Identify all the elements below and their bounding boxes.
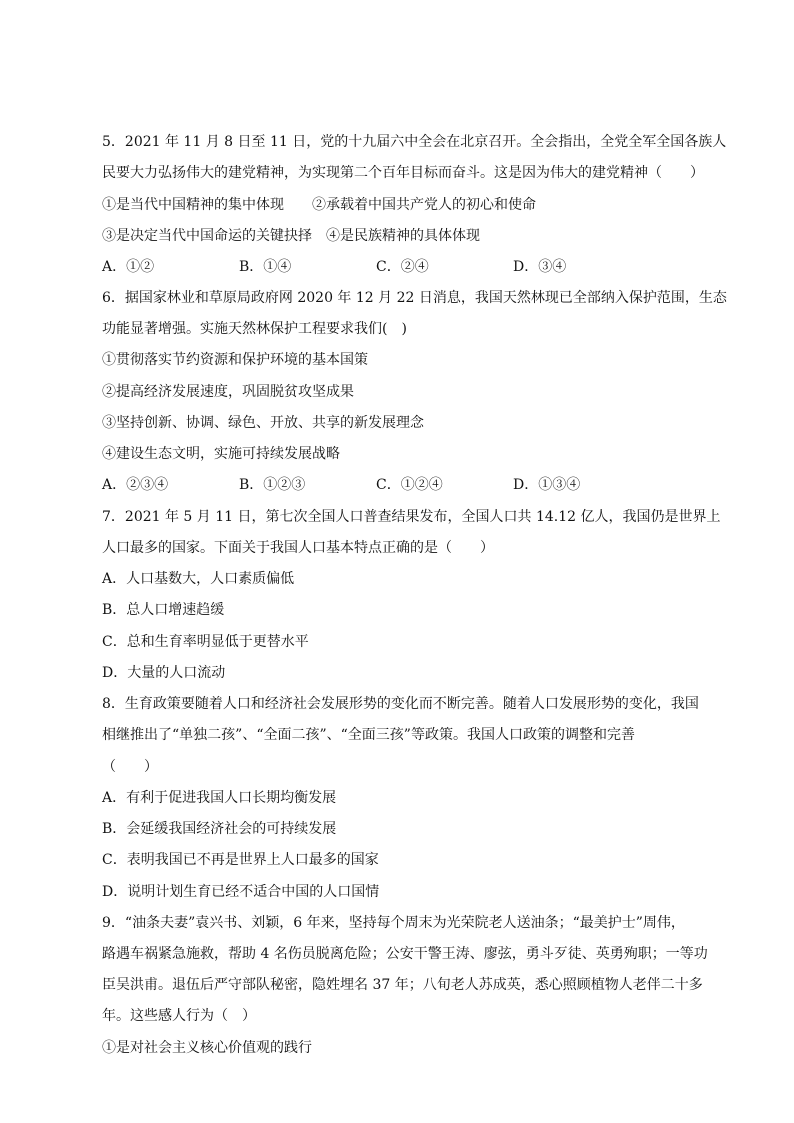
q7-option-a: A．人口基数大，人口素质偏低 bbox=[102, 571, 295, 587]
q9-line-1: 9．“油条夫妻”袁兴书、刘颖，6 年来，坚持每个周末为光荣院老人送油条；“最美护士”周伟， bbox=[102, 915, 685, 931]
q9-statement-1: ①是对社会主义核心价值观的践行 bbox=[102, 1040, 312, 1056]
q9-line-3: 臣吴洪甫。退伍后严守部队秘密，隐姓埋名 37 年；八旬老人苏成英，悉心照顾植物人老伴二十多 bbox=[102, 977, 703, 993]
q5-option-b: B．①④ bbox=[239, 259, 292, 275]
q5-statement-1-2: ①是当代中国精神的集中体现 ②承载着中国共产党人的初心和使命 bbox=[102, 197, 536, 213]
q6-statement-4: ④建设生态文明，实施可持续发展战略 bbox=[102, 446, 340, 462]
q6-line-1: 6．据国家林业和草原局政府网 2020 年 12 月 22 日消息，我国天然林现已全部纳入保护范围，生态 bbox=[102, 290, 727, 306]
q7-option-b: B．总人口增速趋缓 bbox=[102, 602, 225, 618]
q8-line-1: 8．生育政策要随着人口和经济社会发展形势的变化而不断完善。随着人口发展形势的变化，我国 bbox=[102, 696, 699, 712]
q8-option-c: C．表明我国已不再是世界上人口最多的国家 bbox=[102, 852, 379, 868]
q7-option-c: C．总和生育率明显低于更替水平 bbox=[102, 634, 309, 650]
q6-option-c: C．①②④ bbox=[376, 477, 443, 493]
q9-line-2: 路遇车祸紧急施救，帮助 4 名伤员脱离危险；公安干警王涛、廖弦，勇斗歹徒、英勇殉职；一等功 bbox=[102, 946, 708, 962]
q5-option-d: D．③④ bbox=[513, 259, 567, 275]
q8-option-a: A．有利于促进我国人口长期均衡发展 bbox=[102, 790, 337, 806]
q6-option-b: B．①②③ bbox=[239, 477, 306, 493]
q6-statement-1: ①贯彻落实节约资源和保护环境的基本国策 bbox=[102, 352, 368, 368]
q6-option-a: A．②③④ bbox=[102, 477, 169, 493]
q6-option-d: D．①③④ bbox=[513, 477, 581, 493]
q7-line-2: 人口最多的国家。下面关于我国人口基本特点正确的是（ ） bbox=[102, 540, 494, 556]
q6-statement-3: ③坚持创新、协调、绿色、开放、共享的新发展理念 bbox=[102, 415, 424, 431]
q7-option-d: D．大量的人口流动 bbox=[102, 665, 226, 681]
q5-option-a: A．①② bbox=[102, 259, 155, 275]
q8-option-b: B．会延缓我国经济社会的可持续发展 bbox=[102, 821, 337, 837]
q5-option-c: C．②④ bbox=[376, 259, 429, 275]
q5-options bbox=[102, 257, 702, 277]
q5-line-1: 5．2021 年 11 月 8 日至 11 日，党的十九届六中全会在北京召开。全会指出，全党全军全国各族人 bbox=[102, 134, 727, 150]
q8-option-d: D．说明计划生育已经不适合中国的人口国情 bbox=[102, 884, 380, 900]
q6-statement-2: ②提高经济发展速度，巩固脱贫攻坚成果 bbox=[102, 384, 354, 400]
q8-line-2: 相继推出了“单独二孩”、“全面二孩”、“全面三孩”等政策。我国人口政策的调整和完善 bbox=[102, 727, 635, 743]
q7-line-1: 7．2021 年 5 月 11 日，第七次全国人口普查结果发布，全国人口共 14.12 亿人，我国仍是世界上 bbox=[102, 509, 721, 525]
q5-line-2: 民要大力弘扬伟大的建党精神，为实现第二个百年目标而奋斗。这是因为伟大的建党精神（ ） bbox=[102, 165, 704, 181]
q9-line-4: 年。这些感人行为（ ） bbox=[102, 1008, 256, 1024]
q6-line-2: 功能显著增强。实施天然林保护工程要求我们( ) bbox=[102, 321, 407, 337]
q5-statement-3-4: ③是决定当代中国命运的关键抉择 ④是民族精神的具体体现 bbox=[102, 228, 480, 244]
q6-options bbox=[102, 475, 702, 495]
q8-answer-paren: （ ） bbox=[102, 759, 158, 775]
